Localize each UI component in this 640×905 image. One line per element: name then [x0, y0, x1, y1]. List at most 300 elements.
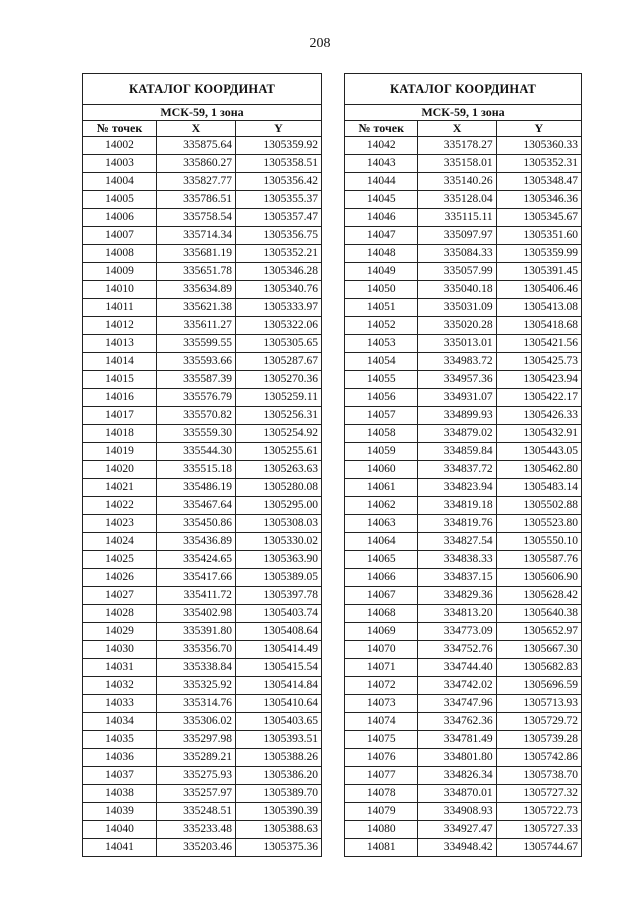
table-row [345, 515, 582, 533]
y-coordinate-cell: 1305346.28 [235, 263, 321, 281]
x-coordinate-cell: 335544.30 [157, 443, 236, 461]
y-coordinate-cell: 1305356.42 [235, 173, 321, 191]
x-coordinate-cell: 334747.96 [418, 695, 496, 713]
y-coordinate-cell: 1305426.33 [496, 407, 581, 425]
table-row [83, 659, 322, 677]
table-row [345, 245, 582, 263]
table-row [83, 713, 322, 731]
x-coordinate-cell: 335411.72 [157, 587, 236, 605]
x-coordinate-cell: 335860.27 [157, 155, 236, 173]
y-coordinate-cell: 1305739.28 [496, 731, 581, 749]
x-coordinate-cell: 334762.36 [418, 713, 496, 731]
table-row [345, 713, 582, 731]
table-row [345, 623, 582, 641]
x-coordinate-cell: 335128.04 [418, 191, 496, 209]
y-coordinate-cell: 1305280.08 [235, 479, 321, 497]
point-number-cell: 14063 [345, 515, 418, 533]
table-row [83, 767, 322, 785]
point-number-cell: 14057 [345, 407, 418, 425]
table-row [345, 137, 582, 155]
point-number-cell: 14029 [83, 623, 157, 641]
y-coordinate-cell: 1305360.33 [496, 137, 581, 155]
table-body [83, 137, 322, 857]
table-row [345, 677, 582, 695]
y-coordinate-cell: 1305356.75 [235, 227, 321, 245]
table-row [83, 749, 322, 767]
table-row [345, 461, 582, 479]
x-coordinate-cell: 335576.79 [157, 389, 236, 407]
point-number-cell: 14006 [83, 209, 157, 227]
y-coordinate-cell: 1305388.26 [235, 749, 321, 767]
table-row [83, 443, 322, 461]
table-row [83, 677, 322, 695]
y-coordinate-cell: 1305406.46 [496, 281, 581, 299]
y-coordinate-cell: 1305305.65 [235, 335, 321, 353]
table-row [83, 335, 322, 353]
y-coordinate-cell: 1305346.36 [496, 191, 581, 209]
table-row [345, 803, 582, 821]
point-number-cell: 14055 [345, 371, 418, 389]
point-number-cell: 14056 [345, 389, 418, 407]
x-coordinate-cell: 335570.82 [157, 407, 236, 425]
x-coordinate-cell: 335297.98 [157, 731, 236, 749]
table-row [345, 227, 582, 245]
x-coordinate-cell: 335424.65 [157, 551, 236, 569]
table-row [83, 155, 322, 173]
table-row [345, 335, 582, 353]
y-coordinate-cell: 1305550.10 [496, 533, 581, 551]
y-coordinate-cell: 1305462.80 [496, 461, 581, 479]
table-row [345, 407, 582, 425]
point-number-cell: 14032 [83, 677, 157, 695]
table-row [83, 461, 322, 479]
point-number-cell: 14035 [83, 731, 157, 749]
table-row [345, 533, 582, 551]
y-coordinate-cell: 1305425.73 [496, 353, 581, 371]
y-coordinate-cell: 1305410.64 [235, 695, 321, 713]
coordinate-catalog-right [344, 73, 582, 857]
y-coordinate-cell: 1305375.36 [235, 839, 321, 857]
y-coordinate-cell: 1305744.67 [496, 839, 581, 857]
table-row [345, 749, 582, 767]
y-coordinate-cell: 1305713.93 [496, 695, 581, 713]
y-coordinate-cell: 1305403.74 [235, 605, 321, 623]
y-coordinate-cell: 1305408.64 [235, 623, 321, 641]
y-coordinate-cell: 1305414.49 [235, 641, 321, 659]
point-number-cell: 14022 [83, 497, 157, 515]
y-coordinate-cell: 1305391.45 [496, 263, 581, 281]
point-number-cell: 14079 [345, 803, 418, 821]
table-row [83, 173, 322, 191]
y-coordinate-cell: 1305358.51 [235, 155, 321, 173]
point-number-cell: 14047 [345, 227, 418, 245]
y-coordinate-cell: 1305287.67 [235, 353, 321, 371]
x-coordinate-cell: 335587.39 [157, 371, 236, 389]
coordinate-catalog-left [82, 73, 322, 857]
catalog-title: КАТАЛОГ КООРДИНАТ [83, 74, 322, 105]
x-coordinate-cell: 335621.38 [157, 299, 236, 317]
table-row [83, 605, 322, 623]
point-number-cell: 14037 [83, 767, 157, 785]
x-coordinate-cell: 335356.70 [157, 641, 236, 659]
y-coordinate-cell: 1305322.06 [235, 317, 321, 335]
x-coordinate-cell: 335257.97 [157, 785, 236, 803]
point-number-cell: 14051 [345, 299, 418, 317]
x-coordinate-cell: 335178.27 [418, 137, 496, 155]
table-row [83, 407, 322, 425]
column-header-y: Y [235, 121, 321, 137]
x-coordinate-cell: 334859.84 [418, 443, 496, 461]
point-number-cell: 14050 [345, 281, 418, 299]
point-number-cell: 14042 [345, 137, 418, 155]
table-row [83, 245, 322, 263]
x-coordinate-cell: 334983.72 [418, 353, 496, 371]
point-number-cell: 14070 [345, 641, 418, 659]
point-number-cell: 14071 [345, 659, 418, 677]
x-coordinate-cell: 335289.21 [157, 749, 236, 767]
y-coordinate-cell: 1305363.90 [235, 551, 321, 569]
x-coordinate-cell: 335875.64 [157, 137, 236, 155]
x-coordinate-cell: 335203.46 [157, 839, 236, 857]
y-coordinate-cell: 1305727.32 [496, 785, 581, 803]
table-row [83, 623, 322, 641]
y-coordinate-cell: 1305254.92 [235, 425, 321, 443]
y-coordinate-cell: 1305333.97 [235, 299, 321, 317]
x-coordinate-cell: 335314.76 [157, 695, 236, 713]
y-coordinate-cell: 1305652.97 [496, 623, 581, 641]
x-coordinate-cell: 335758.54 [157, 209, 236, 227]
x-coordinate-cell: 335651.78 [157, 263, 236, 281]
y-coordinate-cell: 1305727.33 [496, 821, 581, 839]
y-coordinate-cell: 1305421.56 [496, 335, 581, 353]
table-row [345, 839, 582, 857]
point-number-cell: 14034 [83, 713, 157, 731]
x-coordinate-cell: 335417.66 [157, 569, 236, 587]
y-coordinate-cell: 1305256.31 [235, 407, 321, 425]
x-coordinate-cell: 334957.36 [418, 371, 496, 389]
column-header-y: Y [496, 121, 581, 137]
point-number-cell: 14005 [83, 191, 157, 209]
point-number-cell: 14039 [83, 803, 157, 821]
x-coordinate-cell: 335140.26 [418, 173, 496, 191]
table-row [83, 263, 322, 281]
table-row [83, 587, 322, 605]
table-row [83, 641, 322, 659]
x-coordinate-cell: 335084.33 [418, 245, 496, 263]
point-number-cell: 14028 [83, 605, 157, 623]
x-coordinate-cell: 335486.19 [157, 479, 236, 497]
y-coordinate-cell: 1305502.88 [496, 497, 581, 515]
point-number-cell: 14008 [83, 245, 157, 263]
table-row [83, 227, 322, 245]
x-coordinate-cell: 335634.89 [157, 281, 236, 299]
point-number-cell: 14038 [83, 785, 157, 803]
point-number-cell: 14076 [345, 749, 418, 767]
point-number-cell: 14015 [83, 371, 157, 389]
table-row [83, 353, 322, 371]
point-number-cell: 14024 [83, 533, 157, 551]
table-row [345, 821, 582, 839]
table-row [83, 299, 322, 317]
point-number-cell: 14009 [83, 263, 157, 281]
y-coordinate-cell: 1305415.54 [235, 659, 321, 677]
x-coordinate-cell: 335714.34 [157, 227, 236, 245]
column-header-point: № точек [83, 121, 157, 137]
y-coordinate-cell: 1305423.94 [496, 371, 581, 389]
y-coordinate-cell: 1305389.05 [235, 569, 321, 587]
y-coordinate-cell: 1305389.70 [235, 785, 321, 803]
table-row [345, 587, 582, 605]
x-coordinate-cell: 334801.80 [418, 749, 496, 767]
point-number-cell: 14033 [83, 695, 157, 713]
point-number-cell: 14068 [345, 605, 418, 623]
point-number-cell: 14013 [83, 335, 157, 353]
table-row [345, 569, 582, 587]
table-row [83, 425, 322, 443]
x-coordinate-cell: 335559.30 [157, 425, 236, 443]
x-coordinate-cell: 335593.66 [157, 353, 236, 371]
x-coordinate-cell: 334752.76 [418, 641, 496, 659]
table-row [83, 317, 322, 335]
y-coordinate-cell: 1305308.03 [235, 515, 321, 533]
x-coordinate-cell: 334838.33 [418, 551, 496, 569]
x-coordinate-cell: 335325.92 [157, 677, 236, 695]
x-coordinate-cell: 335020.28 [418, 317, 496, 335]
point-number-cell: 14073 [345, 695, 418, 713]
x-coordinate-cell: 334931.07 [418, 389, 496, 407]
y-coordinate-cell: 1305640.38 [496, 605, 581, 623]
table-body [345, 137, 582, 857]
point-number-cell: 14054 [345, 353, 418, 371]
table-row [83, 785, 322, 803]
table-row [83, 821, 322, 839]
point-number-cell: 14030 [83, 641, 157, 659]
y-coordinate-cell: 1305696.59 [496, 677, 581, 695]
point-number-cell: 14007 [83, 227, 157, 245]
table-row [83, 515, 322, 533]
table-row [345, 785, 582, 803]
table-row [83, 497, 322, 515]
table-row [345, 641, 582, 659]
table-row [83, 839, 322, 857]
y-coordinate-cell: 1305413.08 [496, 299, 581, 317]
point-number-cell: 14048 [345, 245, 418, 263]
y-coordinate-cell: 1305393.51 [235, 731, 321, 749]
point-number-cell: 14074 [345, 713, 418, 731]
y-coordinate-cell: 1305742.86 [496, 749, 581, 767]
table-row [345, 353, 582, 371]
table-row [83, 371, 322, 389]
table-row [345, 731, 582, 749]
x-coordinate-cell: 334742.02 [418, 677, 496, 695]
y-coordinate-cell: 1305738.70 [496, 767, 581, 785]
coordinate-system-label: МСК-59, 1 зона [345, 105, 582, 121]
table-row [345, 155, 582, 173]
y-coordinate-cell: 1305359.92 [235, 137, 321, 155]
x-coordinate-cell: 335031.09 [418, 299, 496, 317]
x-coordinate-cell: 334744.40 [418, 659, 496, 677]
x-coordinate-cell: 334819.76 [418, 515, 496, 533]
table-row [345, 605, 582, 623]
x-coordinate-cell: 334827.54 [418, 533, 496, 551]
x-coordinate-cell: 335248.51 [157, 803, 236, 821]
point-number-cell: 14052 [345, 317, 418, 335]
point-number-cell: 14027 [83, 587, 157, 605]
point-number-cell: 14049 [345, 263, 418, 281]
y-coordinate-cell: 1305432.91 [496, 425, 581, 443]
point-number-cell: 14003 [83, 155, 157, 173]
x-coordinate-cell: 334813.20 [418, 605, 496, 623]
y-coordinate-cell: 1305418.68 [496, 317, 581, 335]
table-row [345, 551, 582, 569]
point-number-cell: 14081 [345, 839, 418, 857]
x-coordinate-cell: 335436.89 [157, 533, 236, 551]
table-row [345, 173, 582, 191]
point-number-cell: 14069 [345, 623, 418, 641]
x-coordinate-cell: 334879.02 [418, 425, 496, 443]
table-row [345, 263, 582, 281]
x-coordinate-cell: 334837.15 [418, 569, 496, 587]
y-coordinate-cell: 1305403.65 [235, 713, 321, 731]
y-coordinate-cell: 1305295.00 [235, 497, 321, 515]
y-coordinate-cell: 1305386.20 [235, 767, 321, 785]
y-coordinate-cell: 1305483.14 [496, 479, 581, 497]
point-number-cell: 14014 [83, 353, 157, 371]
x-coordinate-cell: 335097.97 [418, 227, 496, 245]
point-number-cell: 14023 [83, 515, 157, 533]
column-header-x: X [418, 121, 496, 137]
table-row [83, 389, 322, 407]
y-coordinate-cell: 1305330.02 [235, 533, 321, 551]
y-coordinate-cell: 1305523.80 [496, 515, 581, 533]
x-coordinate-cell: 335786.51 [157, 191, 236, 209]
x-coordinate-cell: 335402.98 [157, 605, 236, 623]
y-coordinate-cell: 1305270.36 [235, 371, 321, 389]
table-row [345, 479, 582, 497]
point-number-cell: 14080 [345, 821, 418, 839]
table-row [83, 191, 322, 209]
point-number-cell: 14064 [345, 533, 418, 551]
point-number-cell: 14077 [345, 767, 418, 785]
y-coordinate-cell: 1305729.72 [496, 713, 581, 731]
point-number-cell: 14053 [345, 335, 418, 353]
y-coordinate-cell: 1305682.83 [496, 659, 581, 677]
point-number-cell: 14040 [83, 821, 157, 839]
table-row [83, 551, 322, 569]
point-number-cell: 14021 [83, 479, 157, 497]
table-row [83, 803, 322, 821]
point-number-cell: 14018 [83, 425, 157, 443]
x-coordinate-cell: 334899.93 [418, 407, 496, 425]
point-number-cell: 14002 [83, 137, 157, 155]
table-row [83, 281, 322, 299]
column-header-point: № точек [345, 121, 418, 137]
table-row [345, 443, 582, 461]
point-number-cell: 14065 [345, 551, 418, 569]
x-coordinate-cell: 334773.09 [418, 623, 496, 641]
point-number-cell: 14025 [83, 551, 157, 569]
table-row [83, 209, 322, 227]
x-coordinate-cell: 334829.36 [418, 587, 496, 605]
table-row [345, 497, 582, 515]
y-coordinate-cell: 1305357.47 [235, 209, 321, 227]
column-header-x: X [157, 121, 236, 137]
table-row [345, 695, 582, 713]
x-coordinate-cell: 335515.18 [157, 461, 236, 479]
y-coordinate-cell: 1305348.47 [496, 173, 581, 191]
point-number-cell: 14020 [83, 461, 157, 479]
point-number-cell: 14011 [83, 299, 157, 317]
y-coordinate-cell: 1305397.78 [235, 587, 321, 605]
point-number-cell: 14043 [345, 155, 418, 173]
x-coordinate-cell: 334837.72 [418, 461, 496, 479]
point-number-cell: 14075 [345, 731, 418, 749]
y-coordinate-cell: 1305359.99 [496, 245, 581, 263]
x-coordinate-cell: 334908.93 [418, 803, 496, 821]
y-coordinate-cell: 1305667.30 [496, 641, 581, 659]
coordinate-system-label: МСК-59, 1 зона [83, 105, 322, 121]
table-row [83, 695, 322, 713]
point-number-cell: 14060 [345, 461, 418, 479]
x-coordinate-cell: 335306.02 [157, 713, 236, 731]
y-coordinate-cell: 1305587.76 [496, 551, 581, 569]
x-coordinate-cell: 335611.27 [157, 317, 236, 335]
table-row [345, 281, 582, 299]
table-row [83, 137, 322, 155]
y-coordinate-cell: 1305345.67 [496, 209, 581, 227]
y-coordinate-cell: 1305340.76 [235, 281, 321, 299]
x-coordinate-cell: 335391.80 [157, 623, 236, 641]
x-coordinate-cell: 335057.99 [418, 263, 496, 281]
y-coordinate-cell: 1305352.31 [496, 155, 581, 173]
x-coordinate-cell: 334927.47 [418, 821, 496, 839]
point-number-cell: 14061 [345, 479, 418, 497]
y-coordinate-cell: 1305628.42 [496, 587, 581, 605]
point-number-cell: 14041 [83, 839, 157, 857]
table-row [345, 299, 582, 317]
y-coordinate-cell: 1305414.84 [235, 677, 321, 695]
point-number-cell: 14019 [83, 443, 157, 461]
table-row [83, 533, 322, 551]
point-number-cell: 14046 [345, 209, 418, 227]
table-row [83, 731, 322, 749]
table-row [345, 191, 582, 209]
point-number-cell: 14072 [345, 677, 418, 695]
y-coordinate-cell: 1305390.39 [235, 803, 321, 821]
y-coordinate-cell: 1305422.17 [496, 389, 581, 407]
point-number-cell: 14066 [345, 569, 418, 587]
y-coordinate-cell: 1305388.63 [235, 821, 321, 839]
y-coordinate-cell: 1305255.61 [235, 443, 321, 461]
y-coordinate-cell: 1305443.05 [496, 443, 581, 461]
x-coordinate-cell: 334823.94 [418, 479, 496, 497]
point-number-cell: 14078 [345, 785, 418, 803]
point-number-cell: 14012 [83, 317, 157, 335]
x-coordinate-cell: 334948.42 [418, 839, 496, 857]
x-coordinate-cell: 334819.18 [418, 497, 496, 515]
x-coordinate-cell: 334826.34 [418, 767, 496, 785]
x-coordinate-cell: 335275.93 [157, 767, 236, 785]
x-coordinate-cell: 335115.11 [418, 209, 496, 227]
table-row [345, 659, 582, 677]
y-coordinate-cell: 1305355.37 [235, 191, 321, 209]
point-number-cell: 14059 [345, 443, 418, 461]
table-row [345, 767, 582, 785]
y-coordinate-cell: 1305352.21 [235, 245, 321, 263]
point-number-cell: 14016 [83, 389, 157, 407]
x-coordinate-cell: 334870.01 [418, 785, 496, 803]
x-coordinate-cell: 335450.86 [157, 515, 236, 533]
